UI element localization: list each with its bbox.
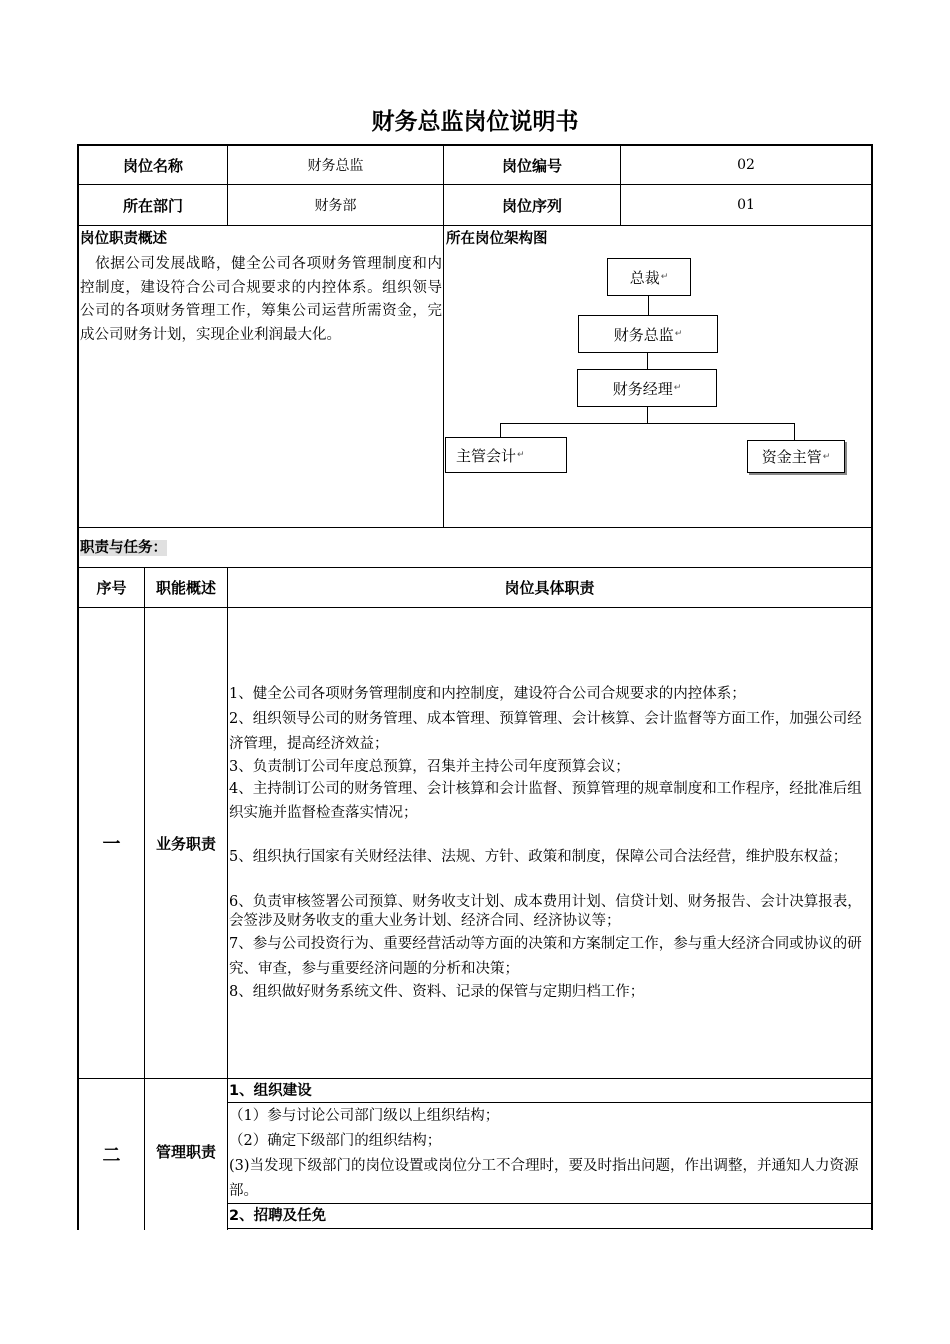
overview-label: 岗位职责概述 [80, 231, 167, 247]
section1-item: 7、参与公司投资行为、重要经营活动等方面的决策和方案制定工作，参与重大经济合同或协议的研究、审查，参与重要经济问题的分析和决策； [229, 936, 862, 977]
position-sequence-label: 岗位序列 [501, 196, 562, 215]
col-header-detail: 岗位具体职责 [504, 579, 595, 597]
position-code-value: 02 [737, 157, 755, 173]
org-box-finance-manager: 财务经理 ↵ [577, 369, 717, 407]
section2-item: (3)当发现下级部门的岗位设置或岗位分工不合理时，要及时指出问题，作出调整，并通知人力资源部。 [229, 1158, 859, 1199]
duties-heading: 职责与任务： [80, 540, 167, 556]
section1-item: 8、组织做好财务系统文件、资料、记录的保管与定期归档工作； [229, 984, 645, 1000]
section2-subtitle-org: 1、组织建设 [229, 1083, 312, 1099]
overview-text: 依据公司发展战略，健全公司各项财务管理制度和内控制度，建设符合公司合规要求的内控体系。组织领导公司的各项财务管理工作，筹集公司运营所需资金，完成公司财务计划，实现企业利润最大化。 [80, 256, 442, 343]
col-header-no: 序号 [96, 579, 127, 597]
org-box-chief-accountant: 主管会计 ↵ [445, 437, 567, 473]
section2-number: 二 [102, 1145, 121, 1166]
department-label: 所在部门 [122, 196, 183, 215]
section1-number: 一 [102, 834, 121, 855]
section2-item: （2）确定下级部门的组织结构； [229, 1133, 442, 1149]
section1-item: 1、健全公司各项财务管理制度和内控制度，建设符合公司合规要求的内控体系； [229, 686, 746, 702]
position-sequence-value: 01 [737, 197, 755, 213]
org-box-fund-supervisor: 资金主管 ↵ [747, 440, 845, 473]
section2-subtitle-recruit: 2、招聘及任免 [229, 1208, 327, 1224]
section2-item: （1）参与讨论公司部门级以上组织结构； [229, 1108, 500, 1124]
org-box-ceo: 总裁 ↵ [607, 258, 691, 296]
section1-item: 2、组织领导公司的财务管理、成本管理、预算管理、会计核算、会计监督等方面工作，加强公司经济管理，提高经济效益； [229, 711, 862, 752]
page-title: 财务总监岗位说明书 [371, 109, 579, 135]
department-value: 财务部 [314, 198, 357, 214]
position-name-value: 财务总监 [307, 158, 364, 174]
section1-summary: 业务职责 [155, 834, 216, 853]
col-header-summary: 职能概述 [155, 579, 216, 597]
section2-summary: 管理职责 [155, 1143, 216, 1161]
section1-item: 3、负责制订公司年度总预算，召集并主持公司年度预算会议； [229, 759, 630, 775]
org-box-cfo: 财务总监 ↵ [578, 315, 718, 353]
org-chart-label: 所在岗位架构图 [446, 231, 548, 247]
position-name-label: 岗位名称 [122, 156, 183, 175]
section1-item: 6、负责审核签署公司预算、财务收支计划、成本费用计划、信贷计划、财务报告、会计决算报表，会签涉及财务收支的重大业务计划、经济合同、经济协议等； [229, 894, 862, 929]
section1-item: 4、主持制订公司的财务管理、会计核算和会计监督、预算管理的规章制度和工作程序，经批准后组织实施并监督检查落实情况； [229, 781, 862, 821]
position-code-label: 岗位编号 [501, 156, 562, 175]
section1-item: 5、组织执行国家有关财经法律、法规、方针、政策和制度，保障公司合法经营，维护股东权益； [229, 849, 848, 865]
